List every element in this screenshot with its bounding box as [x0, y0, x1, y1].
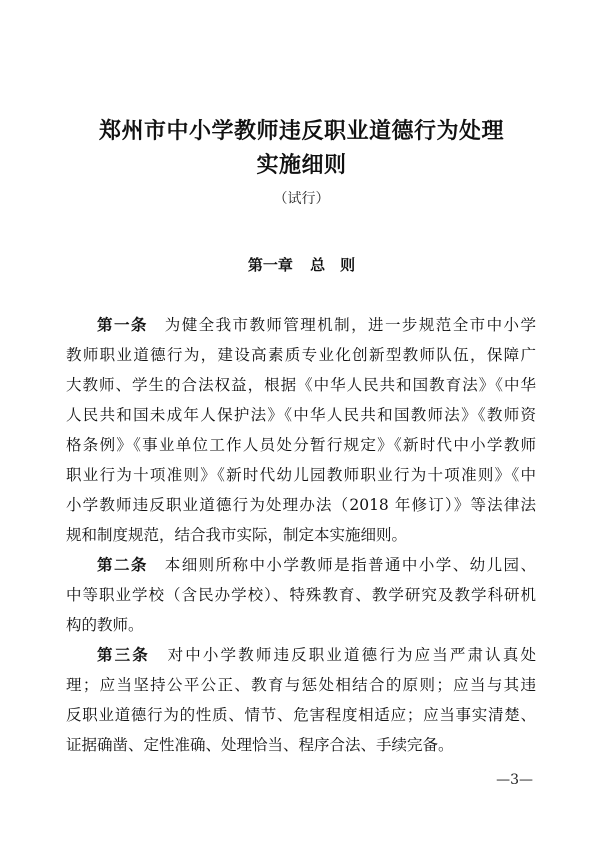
article-1-line-3: 大教师、学生的合法权益，根据《中华人民共和国教育法》《中华	[66, 376, 536, 394]
document-title-line-2: 实施细则	[256, 152, 347, 178]
chapter-heading	[0, 254, 603, 275]
article-1-line-6: 职业行为十项准则》《新时代幼儿园教师职业行为十项准则》《中	[66, 466, 536, 484]
article-1-line-2: 教师职业道德行为，建设高素质专业化创新型教师队伍，保障广	[66, 346, 536, 364]
article-2-label: 第二条	[97, 555, 148, 574]
article-3-line-2: 理；应当坚持公平公正、教育与惩处相结合的原则；应当与其违	[66, 676, 536, 694]
article-2-line-2: 中等职业学校（含民办学校）、特殊教育、教学研究及教学科研机	[66, 586, 536, 604]
article-1-line-8: 规和制度规范，结合我市实际，制定本实施细则。	[66, 526, 408, 544]
article-1-label: 第一条	[97, 315, 148, 334]
article-2-line-1: 第二条 本细则所称中小学教师是指普通中小学、幼儿园、	[97, 555, 536, 574]
chapter-name: 总 则	[310, 256, 356, 274]
article-1-line-1: 第一条 为健全我市教师管理机制，进一步规范全市中小学	[97, 315, 536, 334]
article-3-line-4: 证据确凿、定性准确、处理恰当、程序合法、手续完备。	[66, 736, 454, 754]
article-2-line-3: 构的教师。	[66, 616, 144, 634]
document-title-line-1: 郑州市中小学教师违反职业道德行为处理	[98, 118, 504, 144]
article-1-line-7: 小学教师违反职业道德行为处理办法（2018 年修订）》等法律法	[66, 496, 536, 514]
article-3-line-1: 第三条 对中小学教师违反职业道德行为应当严肃认真处	[97, 645, 536, 664]
article-3-line-3: 反职业道德行为的性质、情节、危害程度相适应；应当事实清楚、	[66, 706, 536, 724]
page-number: —3—	[496, 772, 533, 788]
document-subtitle: （试行）	[273, 191, 330, 207]
chapter-number: 第一章	[247, 256, 293, 274]
article-3-label: 第三条	[97, 645, 150, 664]
article-1-line-4: 人民共和国未成年人保护法》《中华人民共和国教师法》《教师资	[66, 406, 536, 424]
article-1-line-5: 格条例》《事业单位工作人员处分暂行规定》《新时代中小学教师	[66, 436, 536, 454]
